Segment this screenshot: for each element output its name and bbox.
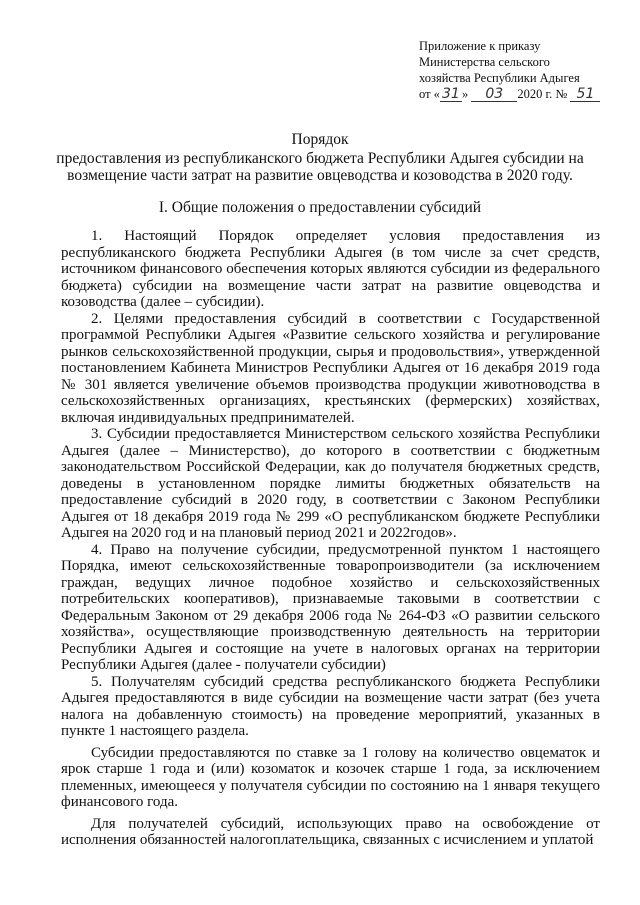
paragraph-3: 3. Субсидии предоставляется Министерством сельского хозяйства Республики Адыгея (далее – Министерство), до которого в соответствии с бюджетным законодательством Российской Федерации, как до получателя бюджетных средств, доведены в установленном порядке лимиты бюджетных обязательств на предоставление субсидий в 2020 году, в соответствии с Законом Республики Адыгея от 18 декабря 2019 года № 299 «О республиканском бюджете Республики Адыгея на 2020 год и на плановый период 2021 и 2022годов». [61, 426, 600, 541]
handwritten-month: 03 [471, 88, 517, 102]
paragraph-5: 5. Получателям субсидий средства республиканского бюджета Республики Адыгея предоставляются в виде субсидии на возмещение части затрат (без учета налога на добавленную стоимость) на проведение мероприятий, указанных в пункте 1 настоящего раздела. [61, 673, 600, 739]
appendix-line-2: Министерства сельского [419, 55, 550, 69]
appendix-line-1: Приложение к приказу [419, 39, 541, 53]
paragraph-7: Для получателей субсидий, использующих право на освобождение от исполнения обязанностей налогоплательщика, связанных с исчислением и уплатой [61, 815, 600, 848]
date-year: 2020 г. № [517, 87, 568, 101]
appendix-block [419, 38, 629, 102]
paragraph-1: 1. Настоящий Порядок определяет условия предоставления из республиканского бюджета Республики Адыгея (в том числе за счет средств, источником финансового обеспечения которых являются субсидии из федерального бюджета) субсидии на возмещение части затрат на развитие овцеводства и козоводства (далее – субсидии). [61, 228, 600, 310]
title-heading: Порядок [291, 131, 349, 148]
appendix-line-3: хозяйства Республики Адыгея [419, 71, 580, 85]
handwritten-order-number: 51 [570, 88, 600, 102]
date-mid: » [461, 87, 469, 101]
document-body [61, 228, 600, 849]
date-prefix: от « [419, 87, 440, 101]
appendix-date-line [419, 86, 629, 102]
title-subtitle: предоставления из республиканского бюджета Республики Адыгея субсидии на возмещение части затрат на развитие овцеводства и козоводства в 2020 году. [56, 150, 584, 184]
document-title [40, 131, 600, 184]
section-heading: I. Общие положения о предоставлении субсидий [158, 199, 482, 216]
paragraph-4: 4. Право на получение субсидии, предусмотренной пунктом 1 настоящего Порядка, имеют сельскохозяйственные товаропроизводители (за исключением граждан, ведущих личное подобное хозяйство и сельскохозяйственных потребительских кооперативов), признаваемые таковыми в соответствии с Федеральным Законом от 29 декабря 2006 года № 264-ФЗ «О развитии сельского хозяйства», осуществляющие производственную деятельность на территории Республики Адыгея и состоящие на учете в налоговых органах на территории Республики Адыгея (далее - получатели субсидии) [61, 541, 600, 673]
paragraph-2: 2. Целями предоставления субсидий в соответствии с Государственной программой Республики Адыгея «Развитие сельского хозяйства и регулирование рынков сельскохозяйственной продукции, сырья и продовольствия», утвержденной постановлением Кабинета Министров Республики Адыгея от 16 декабря 2019 года № 301 является увеличение объемов производства продукции животноводства в сельскохозяйственных организациях, крестьянских (фермерских) хозяйствах, включая индивидуальных предпринимателей. [61, 310, 600, 426]
paragraph-6: Субсидии предоставляются по ставке за 1 голову на количество овцематок и ярок старше 1 года и (или) козоматок и козочек старше 1 года, за исключением племенных, имеющееся у получателя субсидии по состоянию на 1 января текущего финансового года. [61, 744, 600, 810]
handwritten-day: 31 [440, 88, 462, 102]
